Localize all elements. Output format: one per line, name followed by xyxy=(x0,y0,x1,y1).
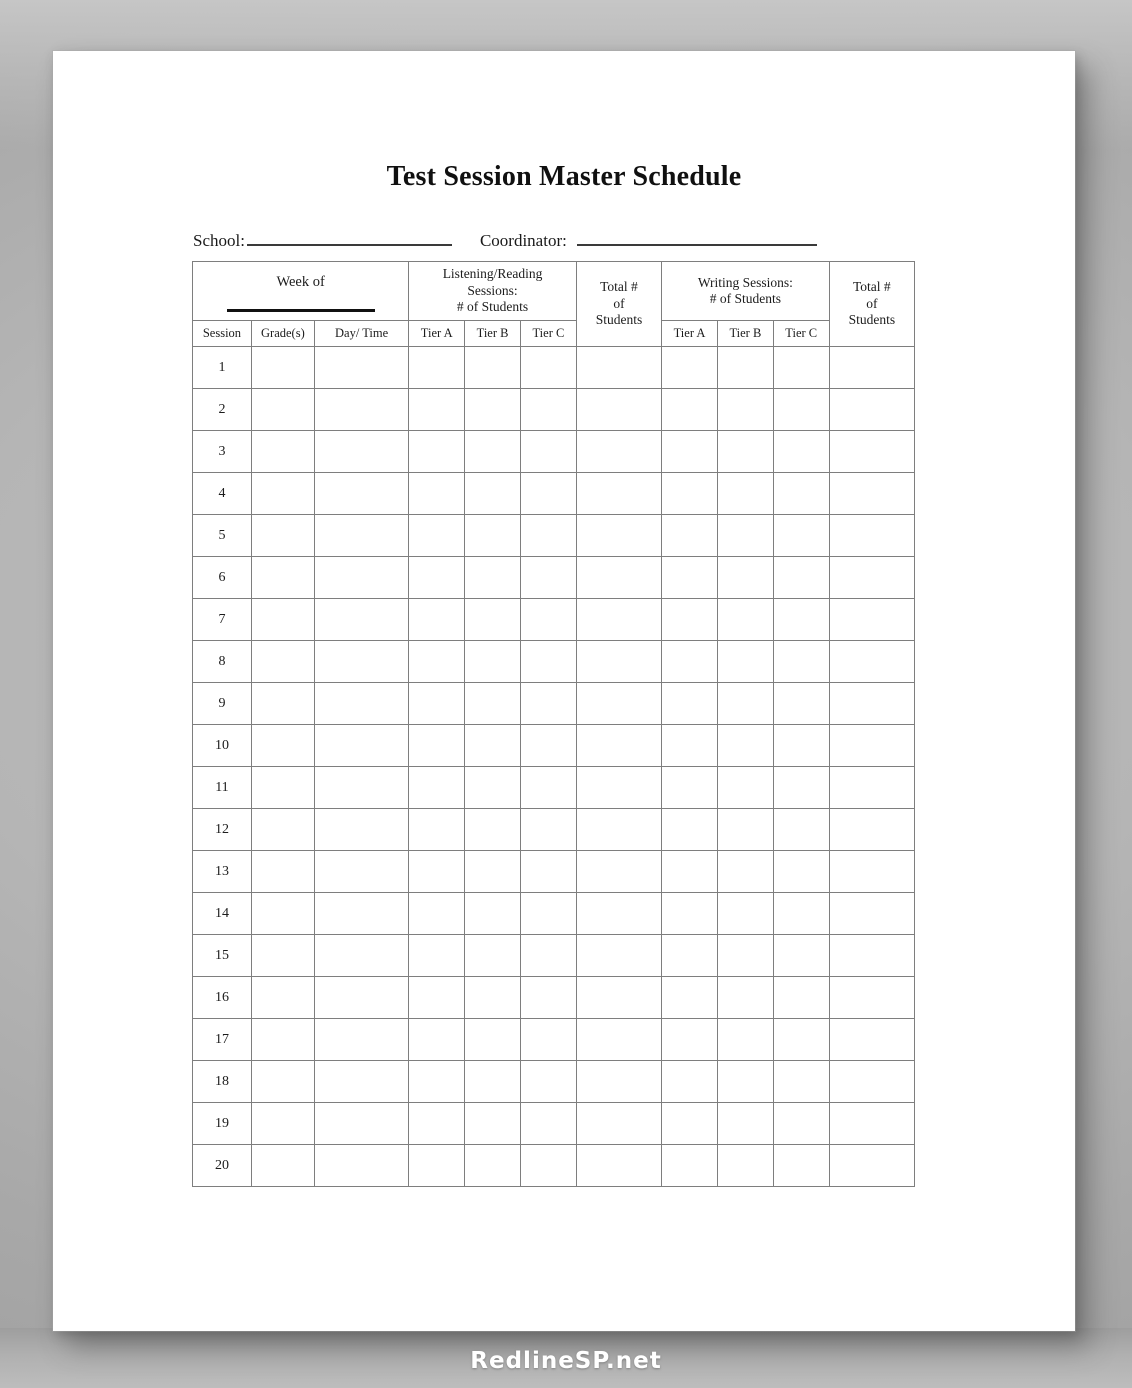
cell-grades[interactable] xyxy=(251,557,314,599)
cell-lr-tier-c[interactable] xyxy=(520,1103,576,1145)
cell-day-time[interactable] xyxy=(314,1019,408,1061)
cell-total-students-lr[interactable] xyxy=(576,473,661,515)
cell-grades[interactable] xyxy=(251,725,314,767)
table-row xyxy=(193,1061,915,1103)
cell-writing-tier-b[interactable] xyxy=(717,599,773,641)
header-lr-tier-b: Tier B xyxy=(465,321,521,347)
header-writing-tier-b: Tier B xyxy=(717,321,773,347)
cell-writing-tier-c[interactable] xyxy=(773,557,829,599)
header-writing-tier-c: Tier C xyxy=(773,321,829,347)
cell-total-students-writing[interactable] xyxy=(829,977,914,1019)
cell-total-students-writing[interactable] xyxy=(829,515,914,557)
cell-total-students-lr[interactable] xyxy=(576,557,661,599)
cell-writing-tier-a[interactable] xyxy=(662,1019,718,1061)
cell-lr-tier-a[interactable] xyxy=(409,557,465,599)
cell-lr-tier-a[interactable] xyxy=(409,1019,465,1061)
cell-writing-tier-b[interactable] xyxy=(717,767,773,809)
cell-lr-tier-c[interactable] xyxy=(520,1019,576,1061)
table-row xyxy=(193,935,915,977)
cell-session-number: 13 xyxy=(193,851,252,893)
cell-writing-tier-c[interactable] xyxy=(773,641,829,683)
cell-total-students-lr[interactable] xyxy=(576,725,661,767)
cell-writing-tier-a[interactable] xyxy=(662,557,718,599)
cell-grades[interactable] xyxy=(251,1061,314,1103)
cell-lr-tier-b[interactable] xyxy=(465,767,521,809)
cell-total-students-writing[interactable] xyxy=(829,557,914,599)
cell-session-number: 7 xyxy=(193,599,252,641)
cell-day-time[interactable] xyxy=(314,599,408,641)
cell-total-students-writing[interactable] xyxy=(829,473,914,515)
cell-lr-tier-b[interactable] xyxy=(465,515,521,557)
cell-writing-tier-b[interactable] xyxy=(717,347,773,389)
cell-writing-tier-a[interactable] xyxy=(662,809,718,851)
cell-session-number: 14 xyxy=(193,893,252,935)
header-lr-line-2: Sessions: xyxy=(467,282,518,298)
cell-writing-tier-b[interactable] xyxy=(717,1019,773,1061)
cell-writing-tier-c[interactable] xyxy=(773,809,829,851)
cell-day-time[interactable] xyxy=(314,347,408,389)
table-row xyxy=(193,767,915,809)
coordinator-field[interactable] xyxy=(480,232,817,249)
cell-writing-tier-b[interactable] xyxy=(717,683,773,725)
cell-writing-tier-c[interactable] xyxy=(773,683,829,725)
cell-session-number: 5 xyxy=(193,515,252,557)
cell-writing-tier-a[interactable] xyxy=(662,347,718,389)
header-total2-line-3: Students xyxy=(848,312,896,328)
header-lr-tier-a: Tier A xyxy=(409,321,465,347)
header-writing-line-2: # of Students xyxy=(709,291,781,306)
cell-writing-tier-b[interactable] xyxy=(717,893,773,935)
cell-day-time[interactable] xyxy=(314,515,408,557)
cell-grades[interactable] xyxy=(251,1019,314,1061)
table-row xyxy=(193,347,915,389)
site-watermark: RedlineSP.net xyxy=(470,1348,662,1374)
header-grades: Grade(s) xyxy=(251,321,314,347)
cell-total-students-writing[interactable] xyxy=(829,389,914,431)
cell-writing-tier-c[interactable] xyxy=(773,1061,829,1103)
cell-writing-tier-b[interactable] xyxy=(717,1061,773,1103)
cell-lr-tier-c[interactable] xyxy=(520,893,576,935)
cell-lr-tier-c[interactable] xyxy=(520,557,576,599)
cell-total-students-lr[interactable] xyxy=(576,977,661,1019)
school-field-rule[interactable] xyxy=(247,243,452,246)
cell-day-time[interactable] xyxy=(314,851,408,893)
cell-grades[interactable] xyxy=(251,809,314,851)
cell-writing-tier-a[interactable] xyxy=(662,1061,718,1103)
cell-session-number: 11 xyxy=(193,767,252,809)
cell-writing-tier-c[interactable] xyxy=(773,725,829,767)
cell-writing-tier-a[interactable] xyxy=(662,893,718,935)
cell-day-time[interactable] xyxy=(314,1103,408,1145)
table-row xyxy=(193,473,915,515)
cell-total-students-writing[interactable] xyxy=(829,935,914,977)
table-row xyxy=(193,809,915,851)
header-week-of-label: Week of xyxy=(276,273,325,290)
cell-writing-tier-c[interactable] xyxy=(773,935,829,977)
cell-day-time[interactable] xyxy=(314,641,408,683)
cell-writing-tier-c[interactable] xyxy=(773,1019,829,1061)
cell-writing-tier-c[interactable] xyxy=(773,1103,829,1145)
cell-total-students-writing[interactable] xyxy=(829,683,914,725)
cell-session-number: 8 xyxy=(193,641,252,683)
table-row xyxy=(193,1103,915,1145)
cell-total-students-writing[interactable] xyxy=(829,347,914,389)
cell-day-time[interactable] xyxy=(314,1061,408,1103)
cell-lr-tier-c[interactable] xyxy=(520,431,576,473)
header-total2-line-1: Total # xyxy=(852,279,891,295)
cell-lr-tier-a[interactable] xyxy=(409,1145,465,1187)
cell-total-students-writing[interactable] xyxy=(829,1061,914,1103)
cell-writing-tier-c[interactable] xyxy=(773,431,829,473)
cell-total-students-writing[interactable] xyxy=(829,725,914,767)
cell-session-number: 3 xyxy=(193,431,252,473)
cell-lr-tier-c[interactable] xyxy=(520,515,576,557)
cell-lr-tier-a[interactable] xyxy=(409,347,465,389)
cell-grades[interactable] xyxy=(251,1145,314,1187)
cell-grades[interactable] xyxy=(251,515,314,557)
header-writing-sessions xyxy=(662,262,830,321)
table-row xyxy=(193,599,915,641)
table-row xyxy=(193,1019,915,1061)
cell-lr-tier-c[interactable] xyxy=(520,977,576,1019)
cell-grades[interactable] xyxy=(251,641,314,683)
cell-writing-tier-c[interactable] xyxy=(773,515,829,557)
cell-grades[interactable] xyxy=(251,935,314,977)
cell-lr-tier-c[interactable] xyxy=(520,473,576,515)
cell-writing-tier-a[interactable] xyxy=(662,473,718,515)
cell-total-students-lr[interactable] xyxy=(576,1145,661,1187)
cell-lr-tier-a[interactable] xyxy=(409,935,465,977)
cell-session-number: 9 xyxy=(193,683,252,725)
cell-day-time[interactable] xyxy=(314,1145,408,1187)
cell-writing-tier-c[interactable] xyxy=(773,599,829,641)
cell-lr-tier-c[interactable] xyxy=(520,851,576,893)
cell-session-number: 16 xyxy=(193,977,252,1019)
table-row xyxy=(193,725,915,767)
cell-lr-tier-a[interactable] xyxy=(409,1103,465,1145)
cell-writing-tier-a[interactable] xyxy=(662,1145,718,1187)
cell-writing-tier-a[interactable] xyxy=(662,767,718,809)
cell-total-students-lr[interactable] xyxy=(576,515,661,557)
cell-writing-tier-b[interactable] xyxy=(717,851,773,893)
cell-total-students-lr[interactable] xyxy=(576,851,661,893)
cell-lr-tier-a[interactable] xyxy=(409,767,465,809)
cell-session-number: 4 xyxy=(193,473,252,515)
cell-writing-tier-a[interactable] xyxy=(662,977,718,1019)
cell-lr-tier-b[interactable] xyxy=(465,557,521,599)
cell-total-students-lr[interactable] xyxy=(576,1061,661,1103)
cell-total-students-lr[interactable] xyxy=(576,641,661,683)
cell-writing-tier-b[interactable] xyxy=(717,641,773,683)
cell-writing-tier-b[interactable] xyxy=(717,1145,773,1187)
cell-session-number: 15 xyxy=(193,935,252,977)
cell-total-students-lr[interactable] xyxy=(576,431,661,473)
cell-writing-tier-a[interactable] xyxy=(662,725,718,767)
cell-total-students-lr[interactable] xyxy=(576,1019,661,1061)
cell-lr-tier-a[interactable] xyxy=(409,515,465,557)
cell-writing-tier-b[interactable] xyxy=(717,809,773,851)
cell-total-students-lr[interactable] xyxy=(576,935,661,977)
cell-lr-tier-a[interactable] xyxy=(409,389,465,431)
cell-grades[interactable] xyxy=(251,1103,314,1145)
header-day-time: Day/ Time xyxy=(314,321,408,347)
cell-lr-tier-c[interactable] xyxy=(520,599,576,641)
cell-writing-tier-b[interactable] xyxy=(717,557,773,599)
cell-grades[interactable] xyxy=(251,683,314,725)
cell-lr-tier-b[interactable] xyxy=(465,935,521,977)
cell-session-number: 6 xyxy=(193,557,252,599)
header-lr-line-1: Listening/Reading xyxy=(442,266,543,282)
cell-lr-tier-b[interactable] xyxy=(465,473,521,515)
cell-lr-tier-b[interactable] xyxy=(465,1061,521,1103)
cell-total-students-writing[interactable] xyxy=(829,599,914,641)
header-lr-line-3: # of Students xyxy=(456,299,529,315)
cell-day-time[interactable] xyxy=(314,893,408,935)
cell-writing-tier-a[interactable] xyxy=(662,935,718,977)
cell-writing-tier-a[interactable] xyxy=(662,851,718,893)
table-row xyxy=(193,683,915,725)
cell-lr-tier-a[interactable] xyxy=(409,641,465,683)
cell-writing-tier-c[interactable] xyxy=(773,1145,829,1187)
cell-day-time[interactable] xyxy=(314,473,408,515)
cell-writing-tier-c[interactable] xyxy=(773,767,829,809)
table-row xyxy=(193,515,915,557)
cell-session-number: 17 xyxy=(193,1019,252,1061)
cell-writing-tier-a[interactable] xyxy=(662,641,718,683)
cell-writing-tier-b[interactable] xyxy=(717,977,773,1019)
cell-lr-tier-b[interactable] xyxy=(465,1019,521,1061)
cell-lr-tier-b[interactable] xyxy=(465,431,521,473)
table-row xyxy=(193,893,915,935)
cell-lr-tier-a[interactable] xyxy=(409,893,465,935)
table-row xyxy=(193,389,915,431)
form-fields-row xyxy=(193,223,1003,249)
cell-lr-tier-b[interactable] xyxy=(465,347,521,389)
cell-day-time[interactable] xyxy=(314,809,408,851)
cell-writing-tier-c[interactable] xyxy=(773,347,829,389)
cell-total-students-lr[interactable] xyxy=(576,683,661,725)
cell-grades[interactable] xyxy=(251,977,314,1019)
document-page xyxy=(53,51,1075,1331)
cell-lr-tier-c[interactable] xyxy=(520,389,576,431)
cell-writing-tier-c[interactable] xyxy=(773,389,829,431)
cell-lr-tier-c[interactable] xyxy=(520,767,576,809)
header-total2-line-2: of xyxy=(866,295,878,311)
cell-total-students-lr[interactable] xyxy=(576,809,661,851)
header-week-of xyxy=(193,262,409,321)
cell-lr-tier-b[interactable] xyxy=(465,599,521,641)
cell-lr-tier-a[interactable] xyxy=(409,977,465,1019)
cell-session-number: 20 xyxy=(193,1145,252,1187)
school-field[interactable] xyxy=(193,232,452,249)
cell-lr-tier-b[interactable] xyxy=(465,725,521,767)
header-session: Session xyxy=(193,321,252,347)
cell-total-students-lr[interactable] xyxy=(576,1103,661,1145)
cell-writing-tier-b[interactable] xyxy=(717,935,773,977)
table-header xyxy=(193,262,915,347)
cell-lr-tier-a[interactable] xyxy=(409,431,465,473)
cell-lr-tier-c[interactable] xyxy=(520,347,576,389)
cell-total-students-writing[interactable] xyxy=(829,431,914,473)
cell-total-students-writing[interactable] xyxy=(829,1019,914,1061)
cell-writing-tier-c[interactable] xyxy=(773,977,829,1019)
cell-grades[interactable] xyxy=(251,347,314,389)
table-body xyxy=(193,347,915,1187)
cell-writing-tier-b[interactable] xyxy=(717,431,773,473)
cell-session-number: 2 xyxy=(193,389,252,431)
cell-total-students-writing[interactable] xyxy=(829,851,914,893)
cell-lr-tier-a[interactable] xyxy=(409,683,465,725)
cell-day-time[interactable] xyxy=(314,935,408,977)
table-row xyxy=(193,851,915,893)
cell-lr-tier-c[interactable] xyxy=(520,1061,576,1103)
cell-lr-tier-a[interactable] xyxy=(409,851,465,893)
cell-total-students-writing[interactable] xyxy=(829,641,914,683)
cell-total-students-lr[interactable] xyxy=(576,599,661,641)
header-total1-line-2: of xyxy=(613,295,625,311)
cell-writing-tier-c[interactable] xyxy=(773,473,829,515)
cell-writing-tier-b[interactable] xyxy=(717,473,773,515)
cell-lr-tier-a[interactable] xyxy=(409,809,465,851)
cell-day-time[interactable] xyxy=(314,725,408,767)
cell-lr-tier-b[interactable] xyxy=(465,1103,521,1145)
cell-writing-tier-a[interactable] xyxy=(662,515,718,557)
cell-writing-tier-b[interactable] xyxy=(717,515,773,557)
table-header-group-row xyxy=(193,262,915,321)
cell-lr-tier-c[interactable] xyxy=(520,725,576,767)
cell-total-students-lr[interactable] xyxy=(576,893,661,935)
cell-writing-tier-c[interactable] xyxy=(773,893,829,935)
week-of-write-rule[interactable] xyxy=(227,309,375,312)
table-row xyxy=(193,431,915,473)
cell-grades[interactable] xyxy=(251,767,314,809)
cell-lr-tier-c[interactable] xyxy=(520,683,576,725)
cell-writing-tier-b[interactable] xyxy=(717,725,773,767)
cell-total-students-writing[interactable] xyxy=(829,1103,914,1145)
cell-writing-tier-a[interactable] xyxy=(662,431,718,473)
cell-lr-tier-b[interactable] xyxy=(465,389,521,431)
header-total1-line-3: Students xyxy=(595,312,643,328)
header-total1-line-1: Total # xyxy=(600,279,638,295)
cell-total-students-lr[interactable] xyxy=(576,767,661,809)
header-total-students-listening-reading xyxy=(576,262,661,347)
table-row xyxy=(193,557,915,599)
cell-lr-tier-b[interactable] xyxy=(465,893,521,935)
cell-total-students-writing[interactable] xyxy=(829,893,914,935)
page-title: Test Session Master Schedule xyxy=(386,161,742,192)
header-writing-tier-a: Tier A xyxy=(662,321,718,347)
table-header-sub-row xyxy=(193,321,915,347)
cell-day-time[interactable] xyxy=(314,683,408,725)
cell-writing-tier-a[interactable] xyxy=(662,599,718,641)
cell-session-number: 18 xyxy=(193,1061,252,1103)
header-listening-reading-sessions xyxy=(409,262,577,321)
cell-day-time[interactable] xyxy=(314,767,408,809)
cell-lr-tier-a[interactable] xyxy=(409,725,465,767)
cell-total-students-lr[interactable] xyxy=(576,389,661,431)
cell-writing-tier-b[interactable] xyxy=(717,1103,773,1145)
coordinator-field-label: Coordinator: xyxy=(479,231,567,250)
cell-lr-tier-c[interactable] xyxy=(520,1145,576,1187)
cell-session-number: 1 xyxy=(193,347,252,389)
header-writing-line-1: Writing Sessions: xyxy=(697,274,793,290)
cell-total-students-writing[interactable] xyxy=(829,767,914,809)
cell-lr-tier-a[interactable] xyxy=(409,599,465,641)
table-row xyxy=(193,1145,915,1187)
cell-session-number: 12 xyxy=(193,809,252,851)
school-field-label: School: xyxy=(193,231,245,250)
cell-lr-tier-c[interactable] xyxy=(520,641,576,683)
cell-lr-tier-b[interactable] xyxy=(465,683,521,725)
cell-total-students-writing[interactable] xyxy=(829,1145,914,1187)
cell-day-time[interactable] xyxy=(314,977,408,1019)
cell-grades[interactable] xyxy=(251,389,314,431)
header-total-students-writing xyxy=(829,262,914,347)
cell-writing-tier-a[interactable] xyxy=(662,389,718,431)
cell-session-number: 19 xyxy=(193,1103,252,1145)
cell-day-time[interactable] xyxy=(314,431,408,473)
cell-writing-tier-a[interactable] xyxy=(662,683,718,725)
cell-grades[interactable] xyxy=(251,431,314,473)
coordinator-field-rule[interactable] xyxy=(577,243,817,246)
cell-grades[interactable] xyxy=(251,851,314,893)
cell-writing-tier-b[interactable] xyxy=(717,389,773,431)
cell-grades[interactable] xyxy=(251,473,314,515)
table-row xyxy=(193,641,915,683)
cell-day-time[interactable] xyxy=(314,389,408,431)
test-session-schedule-table xyxy=(192,261,915,1187)
cell-writing-tier-c[interactable] xyxy=(773,851,829,893)
cell-session-number: 10 xyxy=(193,725,252,767)
cell-writing-tier-a[interactable] xyxy=(662,1103,718,1145)
cell-lr-tier-b[interactable] xyxy=(465,641,521,683)
cell-lr-tier-a[interactable] xyxy=(409,1061,465,1103)
table-row xyxy=(193,977,915,1019)
cell-lr-tier-b[interactable] xyxy=(465,1145,521,1187)
cell-day-time[interactable] xyxy=(314,557,408,599)
cell-grades[interactable] xyxy=(251,599,314,641)
cell-grades[interactable] xyxy=(251,893,314,935)
cell-lr-tier-b[interactable] xyxy=(465,809,521,851)
cell-total-students-writing[interactable] xyxy=(829,809,914,851)
cell-lr-tier-b[interactable] xyxy=(465,977,521,1019)
cell-lr-tier-b[interactable] xyxy=(465,851,521,893)
header-lr-tier-c: Tier C xyxy=(520,321,576,347)
cell-lr-tier-c[interactable] xyxy=(520,935,576,977)
cell-total-students-lr[interactable] xyxy=(576,347,661,389)
cell-lr-tier-a[interactable] xyxy=(409,473,465,515)
cell-lr-tier-c[interactable] xyxy=(520,809,576,851)
